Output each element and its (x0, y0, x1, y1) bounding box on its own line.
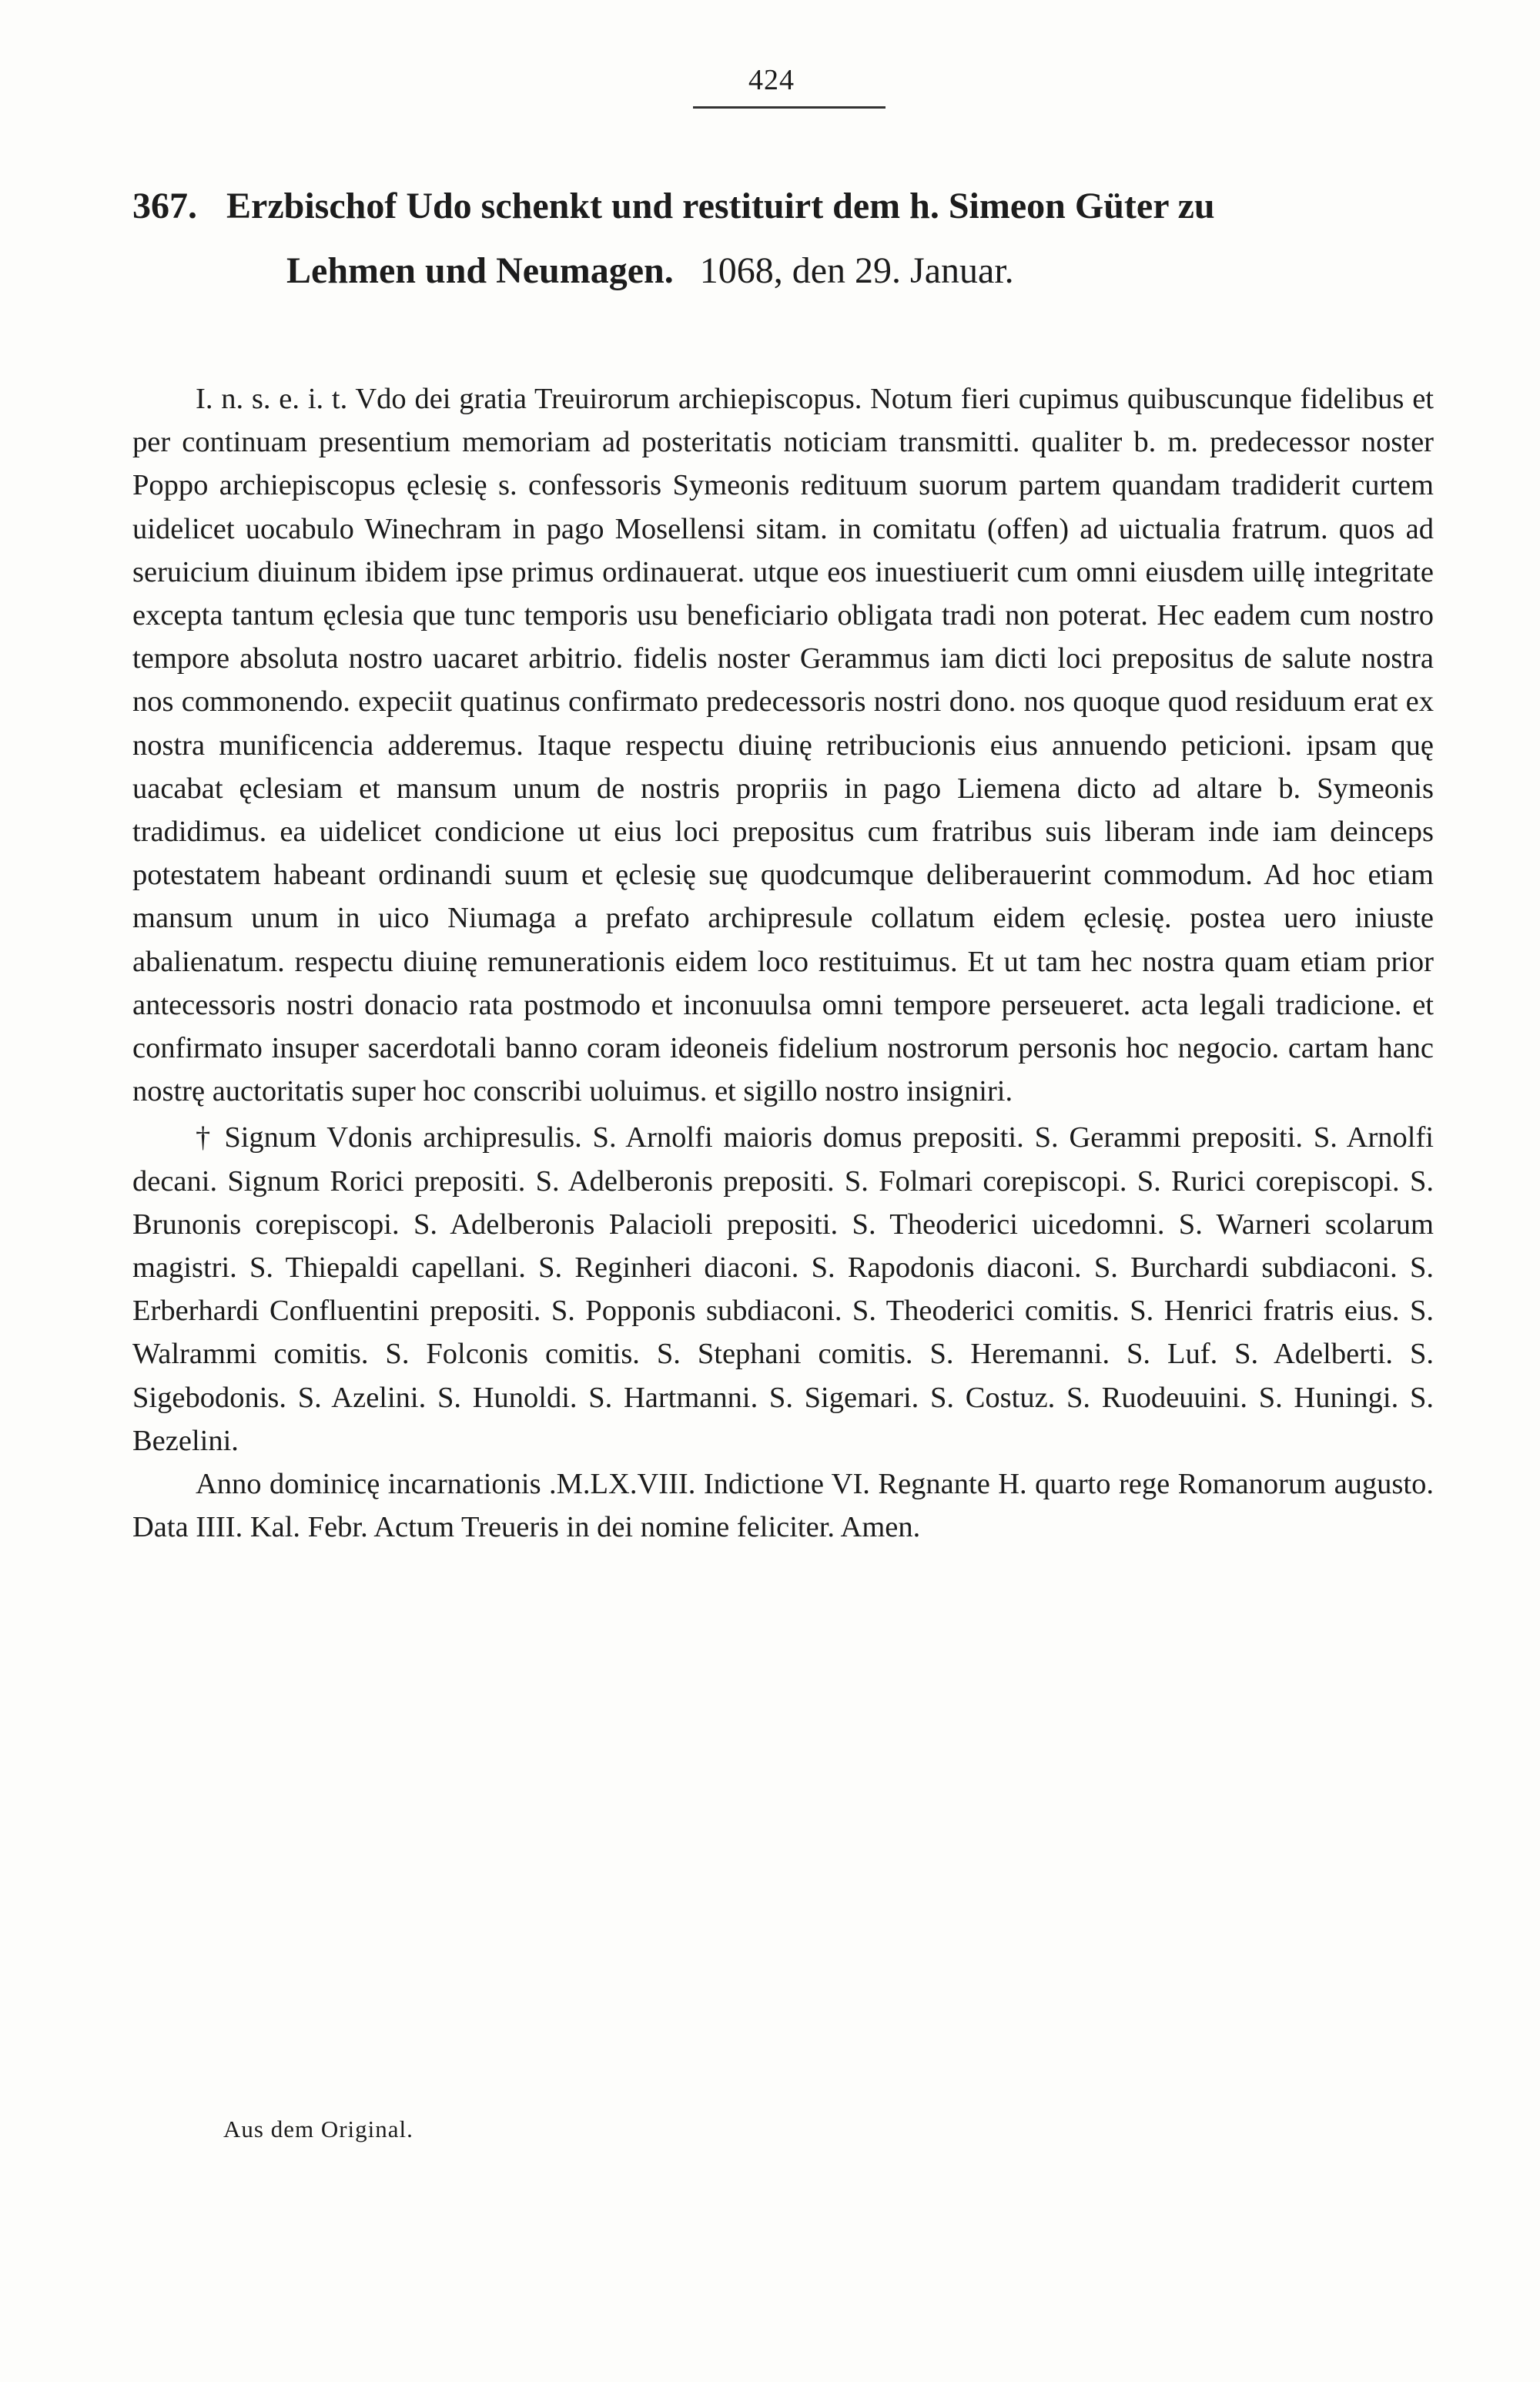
document-heading (132, 174, 1434, 303)
charter-text (132, 377, 1434, 1549)
dating-clause-paragraph: Anno dominicę incarnationis .M.LX.VIII. Indictione VI. Regnante H. quarto rege Romanorum augusto. Data IIII. Kal. Febr. Actum Treueris in dei nomine feliciter. Amen. (132, 1468, 1434, 1544)
heading-line-2-wrap (132, 239, 1434, 303)
heading-line-1: Erzbischof Udo schenkt und restituirt dem h. Simeon Güter zu (226, 186, 1215, 226)
source-note: Aus dem Original. (223, 2116, 413, 2142)
document-number: 367. (132, 186, 197, 226)
charter-body-paragraph: I. n. s. e. i. t. Vdo dei gratia Treuirorum archiepiscopus. Notum fieri cupimus quibuscunque fidelibus et per continuam presentium memoriam ad posteritatis noticiam transmitti. qualiter b. m. predecessor noster Poppo archiepiscopus ęclesię s. confessoris Symeonis redituum suorum partem quandam tradiderit curtem uidelicet uocabulo Winechram in pago Mosellensi sitam. in comitatu (offen) ad uictualia fratrum. quos ad seruicium diuinum ibidem ipse primus ordinauerat. utque eos inuestiuerit cum omni eiusdem uillę integritate excepta tantum ęclesia que tunc temporis usu beneficiario obligata tradi non poterat. Hec eadem cum nostro tempore absoluta nostro uacaret arbitrio. fidelis noster Gerammus iam dicti loci prepositus de salute nostra nos commonendo. expeciit quatinus confirmato predecessoris nostri dono. nos quoque quod residuum erat ex nostra munificencia adderemus. Itaque respectu diuinę retribucionis eius annuendo peticioni. ipsam quę uacabat ęclesiam et mansum unum de nostris propriis in pago Liemena dicto ad altare b. Symeonis tradidimus. ea uidelicet condicione ut eius loci prepositus cum fratribus suis liberam inde iam deinceps potestatem habeant ordinandi suum et ęclesię suę quodcumque deliberauerint commodum. Ad hoc etiam mansum unum in uico Niumaga a prefato archipresule collatum eidem ęclesię. postea uero iniuste abalienatum. respectu diuinę remunerationis eidem loco restituimus. Et ut tam hec nostra quam etiam prior antecessoris nostri donacio rata postmodo et inconuulsa omni tempore perseueret. acta legali tradicione. et confirmato insuper sacerdotali banno coram ideoneis fidelium nostrorum personis hoc negocio. cartam hanc nostrę auctoritatis super hoc conscribi uoluimus. et sigillo nostro insigniri. (132, 383, 1434, 1108)
page-number: 424 (748, 64, 795, 96)
heading-date: 1068, den 29. Januar. (699, 250, 1014, 291)
witness-list-paragraph: † Signum Vdonis archipresulis. S. Arnolfi maioris domus prepositi. S. Gerammi prepositi. S. Arnolfi decani. Signum Rorici prepositi. S. Adelberonis prepositi. S. Folmari corepiscopi. S. Rurici corepiscopi. S. Brunonis corepiscopi. S. Adelberonis Palacioli prepositi. S. Theoderici uicedomni. S. Warneri scolarum magistri. S. Thiepaldi capellani. S. Reginheri diaconi. S. Rapodonis diaconi. S. Burchardi subdiaconi. S. Erberhardi Confluentini prepositi. S. Popponis subdiaconi. S. Theoderici comitis. S. Henrici fratris eius. S. Walrammi comitis. S. Folconis comitis. S. Stephani comitis. S. Heremanni. S. Luf. S. Adelberti. S. Sigebodonis. S. Azelini. S. Hunoldi. S. Hartmanni. S. Sigemari. S. Costuz. S. Ruodeuuini. S. Huningi. S. Bezelini. (132, 1121, 1434, 1457)
page-number-rule (693, 106, 886, 109)
heading-line-2: Lehmen und Neumagen. (286, 250, 674, 291)
